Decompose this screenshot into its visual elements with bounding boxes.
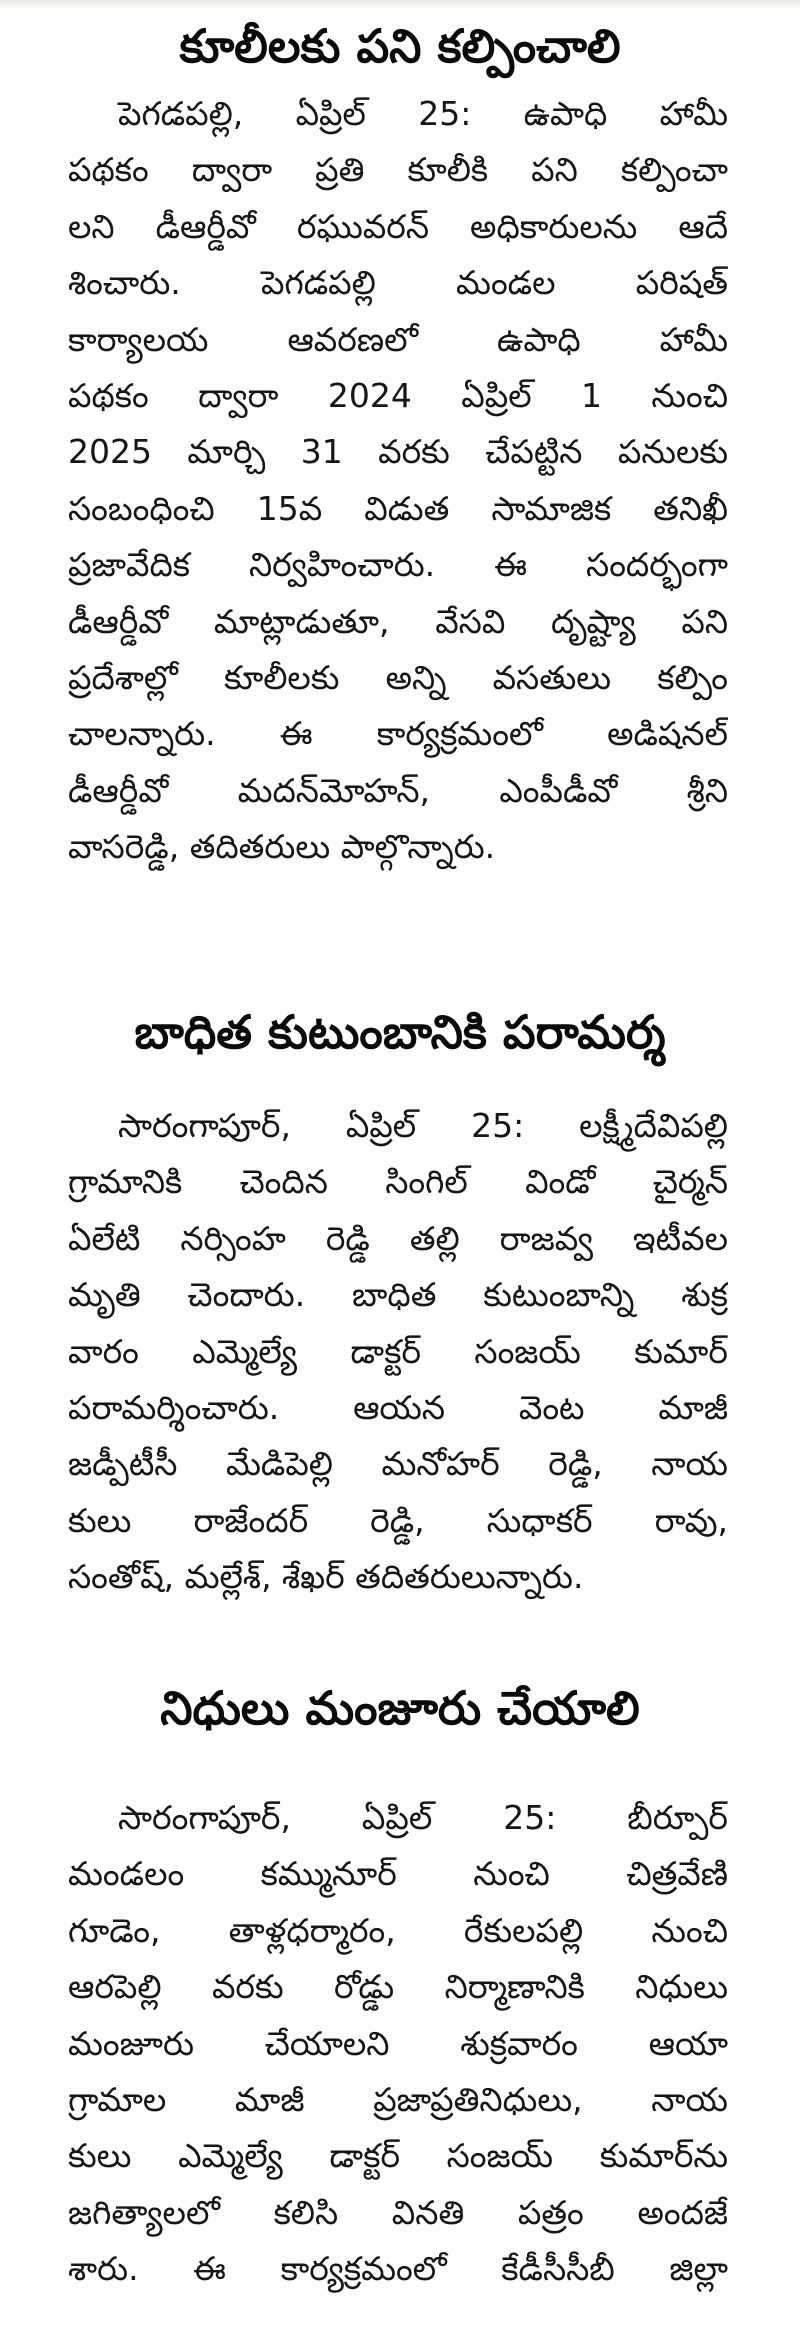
article-line: సారంగాపూర్, ఏప్రిల్ 25: బీర్పూర్ (118, 1798, 728, 1837)
article-line: జడ్పీటీసీ మేడిపెల్లి మనోహర్ రెడ్డి, నాయ (68, 1444, 728, 1484)
article-line: మండలం కమ్మునూర్ నుంచి చిత్రవేణి (68, 1854, 728, 1894)
article-line: ఆరపెల్లి వరకు రోడ్డు నిర్మాణానికి నిధులు (68, 1967, 728, 2007)
article-line: సారంగాపూర్, ఏప్రిల్ 25: లక్ష్మీదేవిపల్లి (118, 1106, 728, 1145)
article-line: గ్రామాల మాజీ ప్రజాప్రతినిధులు, నాయ (68, 2079, 728, 2119)
article-line: సంబంధించి 15వ విడుత సామాజిక తనిఖీ (68, 488, 728, 528)
article-labour-work (0, 14, 800, 875)
article-line: లని డీఆర్డీవో రఘువరన్ అధికారులను ఆదే (68, 206, 728, 246)
article-line: జగిత్యాలలో కలిసి వినతి పత్రం అందజే (68, 2192, 728, 2232)
article-line: శారు. ఈ కార్యక్రమంలో కేడీసీసీబీ జిల్లా (68, 2249, 728, 2289)
article-line: ప్రజావేదిక నిర్వహించారు. ఈ సందర్భంగా (68, 545, 728, 585)
article-line: సంతోష్, మల్లేశ్, శేఖర్ తదితరులున్నారు. (68, 1557, 584, 1597)
article-line: డీఆర్డీవో మాట్లాడుతూ, వేసవి దృష్ట్యా పని (68, 601, 728, 641)
article-line: మృతి చెందారు. బాధిత కుటుంబాన్ని శుక్ర (68, 1275, 728, 1315)
article-line: మంజూరు చేయాలని శుక్రవారం ఆయా (68, 2023, 728, 2063)
article-body (68, 86, 728, 875)
article-line: 2025 మార్చి 31 వరకు చేపట్టిన పనులకు (68, 432, 728, 472)
article-headline: కూలీలకు పని కల్పించాలి (179, 19, 621, 73)
article-line: శించారు. పెగడపల్లి మండల పరిషత్ (68, 263, 728, 303)
article-bereaved-family (0, 1000, 800, 1606)
article-line: వాసరెడ్డి, తదితరులు పాల్గొన్నారు. (68, 827, 496, 867)
article-body (68, 1098, 728, 1606)
article-line: ఏలేటి నర్సింహ రెడ్డి తల్లి రాజవ్వ ఇటీవల (68, 1218, 728, 1258)
article-line: పెగడపల్లి, ఏప్రిల్ 25: ఉపాధి హామీ (118, 94, 728, 133)
article-line: గూడెం, తాళ్లధర్మారం, రేకులపల్లి నుంచి (68, 1910, 728, 1950)
article-line: పథకం ద్వారా ప్రతి కూలీకి పని కల్పించా (68, 150, 728, 190)
article-headline: బాధిత కుటుంబానికి పరామర్శ (134, 1005, 666, 1059)
article-line: కార్యాలయ ఆవరణలో ఉపాధి హామీ (68, 319, 728, 359)
article-line: చాలన్నారు. ఈ కార్యక్రమంలో అడిషనల్ (68, 714, 728, 754)
article-headline: నిధులు మంజూరు చేయాలి (160, 1681, 640, 1735)
article-body (68, 1790, 728, 2298)
article-line: పరామర్శించారు. ఆయన వెంట మాజీ (68, 1387, 728, 1427)
article-line: కులు ఎమ్మెల్యే డాక్టర్ సంజయ్ కుమార్‌ను (68, 2136, 728, 2176)
article-line: గ్రామానికి చెందిన సింగిల్ విండో చైర్మన్ (68, 1162, 728, 1202)
article-line: డీఆర్డీవో మదన్‌మోహన్, ఎంపీడీవో శ్రీని (68, 770, 728, 810)
article-funds-sanction (0, 1676, 800, 2298)
article-line: కులు రాజేందర్ రెడ్డి, సుధాకర్ రావు, (68, 1500, 728, 1540)
article-line: వారం ఎమ్మెల్యే డాక్టర్ సంజయ్ కుమార్ (68, 1331, 728, 1371)
article-line: పథకం ద్వారా 2024 ఏప్రిల్ 1 నుంచి (68, 375, 728, 415)
article-line: ప్రదేశాల్లో కూలీలకు అన్ని వసతులు కల్పిం (68, 657, 728, 697)
clipping-top-edge (0, 0, 800, 10)
